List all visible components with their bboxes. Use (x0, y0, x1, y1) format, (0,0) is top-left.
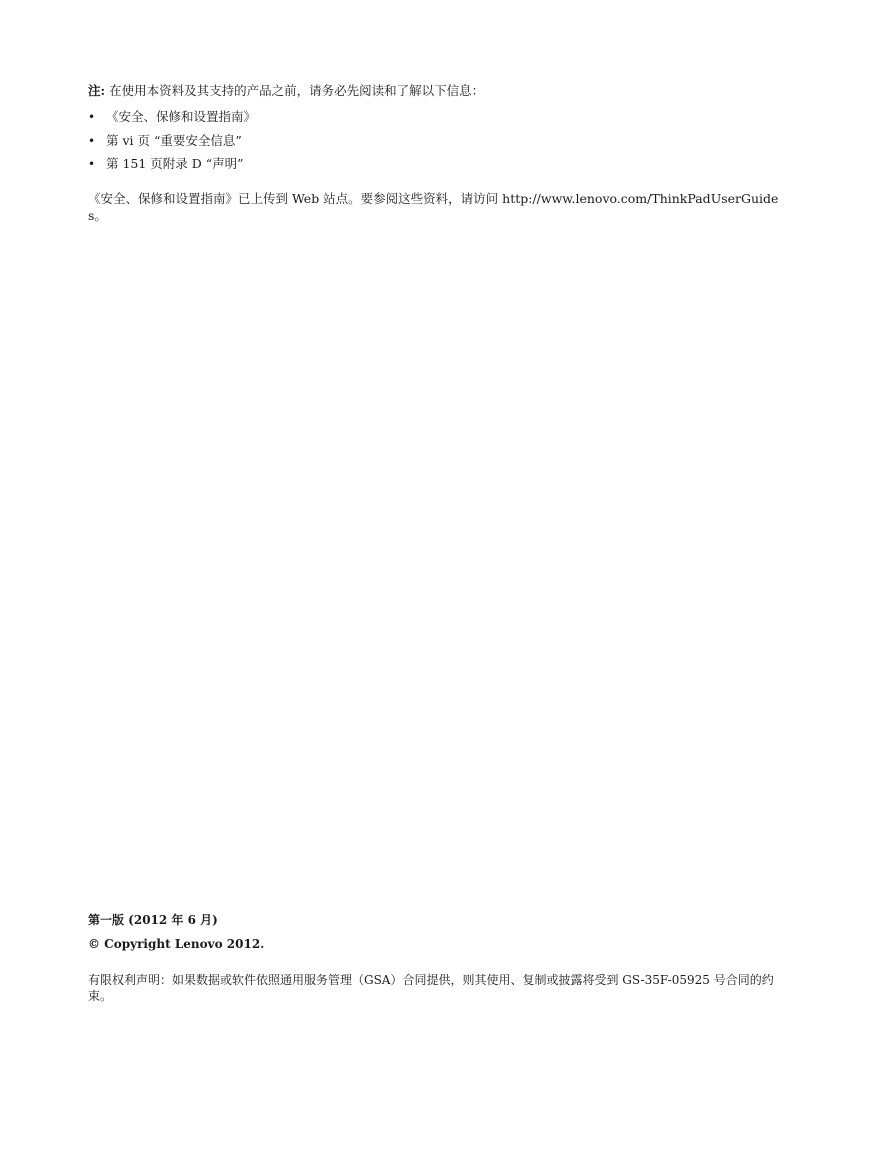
list-item-text: 第 151 页附录 D “声明” (106, 156, 244, 171)
list-item-text: 《安全、保修和设置指南》 (106, 109, 257, 124)
bullet-icon: • (88, 110, 96, 124)
list-item (88, 108, 256, 132)
edition-line: 第一版 (2012 年 6 月) (88, 913, 218, 927)
copyright-line: © Copyright Lenovo 2012. (88, 937, 265, 951)
required-reading-list (88, 108, 256, 179)
note-label: 注: (88, 83, 106, 98)
note (88, 82, 788, 100)
list-item (88, 155, 256, 179)
note-text: 在使用本资料及其支持的产品之前，请务必先阅读和了解以下信息： (109, 83, 485, 98)
guide-location-paragraph: 《安全、保修和设置指南》已上传到 Web 站点。要参阅这些资料，请访问 http://www.lenovo.com/ThinkPadUserGuides。 (88, 191, 779, 223)
restricted-rights-notice: 有限权利声明：如果数据或软件依照通用服务管理（GSA）合同提供，则其使用、复制或披露将受到 GS-35F-05925 号合同的约束。 (88, 973, 774, 1003)
list-item (88, 132, 256, 156)
bullet-icon: • (88, 157, 96, 171)
list-item-text: 第 vi 页 “重要安全信息” (106, 132, 242, 148)
bullet-icon: • (88, 133, 96, 148)
